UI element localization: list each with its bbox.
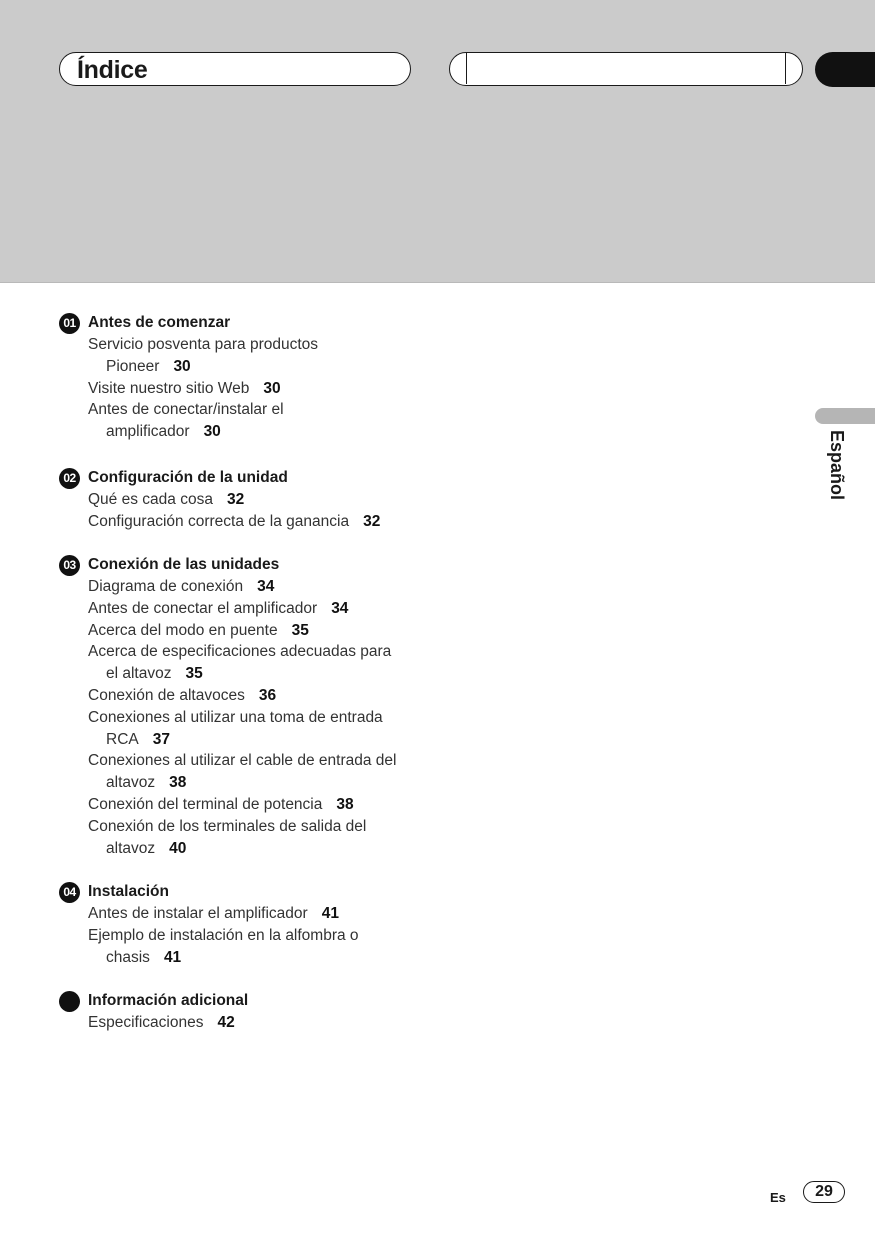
entry-page-number: 32 xyxy=(226,491,245,508)
toc-section xyxy=(59,990,439,1034)
entry-page-number: 38 xyxy=(336,795,354,813)
entry-text-continuation: altavoz xyxy=(106,839,156,857)
section-number-badge: 03 xyxy=(59,555,80,576)
section-title: Instalación xyxy=(88,883,169,900)
entry-text-continuation: amplificador xyxy=(106,423,190,441)
entry-text: Conexiones al utilizar una toma de entrada xyxy=(88,708,383,726)
language-tab xyxy=(815,408,875,424)
entry-text: Conexión de altavoces xyxy=(88,686,245,704)
toc-entry[interactable] xyxy=(59,399,439,443)
section-heading xyxy=(59,554,439,576)
entry-text: Qué es cada cosa xyxy=(88,491,213,508)
entry-page-number: 35 xyxy=(291,621,309,639)
toc-entry[interactable] xyxy=(59,511,439,533)
entry-page-number: 41 xyxy=(321,905,339,922)
entry-text: Servicio posventa para productos xyxy=(88,336,319,353)
entry-text: Conexión del terminal de potencia xyxy=(88,795,323,813)
toc-entry[interactable] xyxy=(59,598,439,620)
section-number-badge: 02 xyxy=(59,468,80,489)
section-number-badge xyxy=(59,991,80,1012)
toc-entry[interactable] xyxy=(59,641,439,685)
entry-text: Especificaciones xyxy=(88,1014,204,1031)
section-heading xyxy=(59,881,439,903)
toc-entry[interactable] xyxy=(59,794,439,816)
entry-text-continuation: altavoz xyxy=(106,774,156,792)
footer-language-code: Es xyxy=(770,1190,786,1205)
toc-entry[interactable] xyxy=(59,903,439,925)
toc-section xyxy=(59,881,439,968)
entry-text: Visite nuestro sitio Web xyxy=(88,379,250,397)
section-number-badge: 04 xyxy=(59,882,80,903)
entry-text-continuation: el altavoz xyxy=(106,665,172,683)
entry-text: Conexión de los terminales de salida del xyxy=(88,817,367,835)
entry-list xyxy=(59,903,439,968)
toc-entry[interactable] xyxy=(59,707,439,751)
entry-text: Ejemplo de instalación en la alfombra o xyxy=(88,926,359,944)
toc-section xyxy=(59,467,439,533)
section-heading xyxy=(59,467,439,489)
entry-page-number: 38 xyxy=(169,774,187,792)
toc-entry[interactable] xyxy=(59,925,439,969)
section-title: Antes de comenzar xyxy=(88,314,231,331)
section-title: Configuración de la unidad xyxy=(88,469,288,486)
entry-text: Configuración correcta de la ganancia xyxy=(88,512,350,530)
entry-page-number: 41 xyxy=(163,948,182,966)
entry-page-number: 35 xyxy=(185,665,203,683)
toc-entry[interactable] xyxy=(59,334,439,378)
entry-page-number: 30 xyxy=(203,423,221,441)
entry-text: Acerca del modo en puente xyxy=(88,621,278,639)
section-number-badge: 01 xyxy=(59,313,80,334)
entry-text: Antes de conectar/instalar el xyxy=(88,401,284,419)
entry-page-number: 30 xyxy=(173,357,191,375)
entry-text: Antes de instalar el amplificador xyxy=(88,905,308,922)
entry-list xyxy=(59,489,439,533)
section-title: Conexión de las unidades xyxy=(88,556,280,573)
entry-page-number: 34 xyxy=(257,578,275,595)
entry-page-number: 34 xyxy=(331,599,349,617)
toc-entry[interactable] xyxy=(59,620,439,642)
toc-entry[interactable] xyxy=(59,378,439,400)
entry-text: Acerca de especificaciones adecuadas para xyxy=(88,643,392,661)
entry-text: Conexiones al utilizar el cable de entrada del xyxy=(88,752,397,770)
toc-entry[interactable] xyxy=(59,685,439,707)
entry-text-continuation: RCA xyxy=(106,730,139,748)
entry-list xyxy=(59,334,439,443)
entry-page-number: 30 xyxy=(263,379,281,397)
entry-page-number: 36 xyxy=(258,686,277,704)
entry-page-number: 32 xyxy=(363,512,381,530)
entry-page-number: 40 xyxy=(169,839,187,857)
toc-entry[interactable] xyxy=(59,489,439,511)
entry-text-continuation: chasis xyxy=(106,948,150,966)
entry-text: Diagrama de conexión xyxy=(88,578,244,595)
entry-text-continuation: Pioneer xyxy=(106,357,160,375)
entry-page-number: 42 xyxy=(217,1014,235,1031)
toc-entry[interactable] xyxy=(59,750,439,794)
page-number: 29 xyxy=(803,1181,845,1203)
entry-list xyxy=(59,576,439,859)
toc-entry[interactable] xyxy=(59,816,439,860)
section-heading xyxy=(59,990,439,1012)
page-title: Índice xyxy=(77,56,148,84)
section-heading xyxy=(59,312,439,334)
toc-section xyxy=(59,312,439,443)
entry-text: Antes de conectar el amplificador xyxy=(88,599,318,617)
entry-page-number: 37 xyxy=(152,730,170,748)
entry-list xyxy=(59,1012,439,1034)
section-title: Información adicional xyxy=(88,992,249,1009)
toc-section xyxy=(59,554,439,859)
toc-entry[interactable] xyxy=(59,576,439,598)
toc-entry[interactable] xyxy=(59,1012,439,1034)
language-label: Español xyxy=(827,430,847,501)
